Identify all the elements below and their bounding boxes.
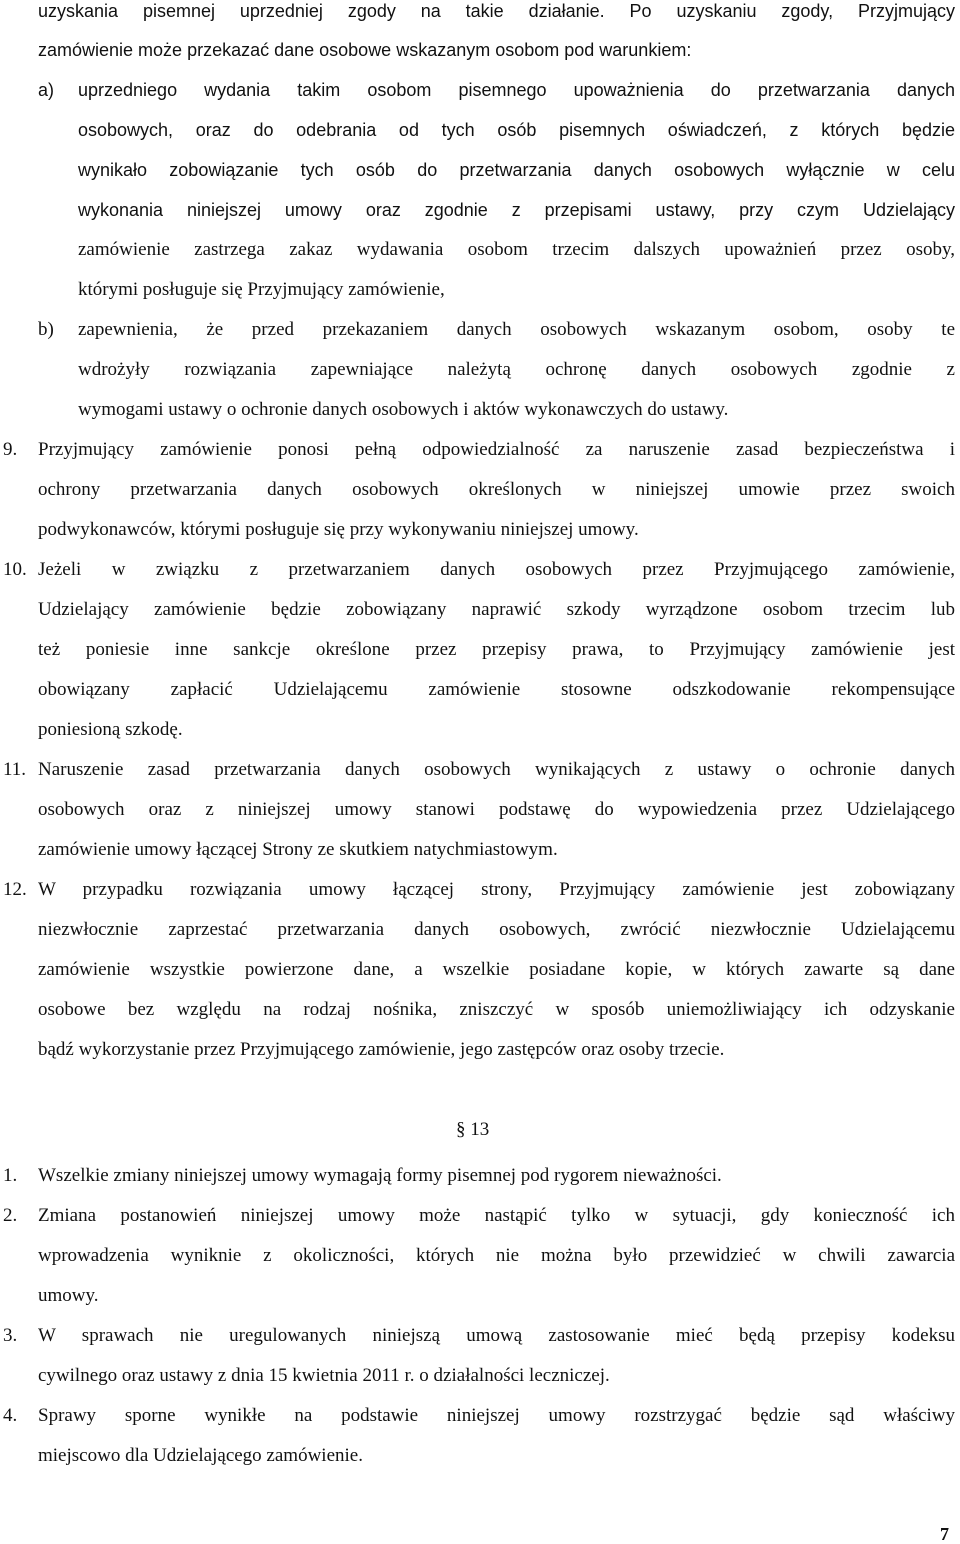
list-item-line: bądź wykorzystanie przez Przyjmującego zamówienie, jego zastępców oraz osoby trzecie.	[38, 1039, 725, 1060]
list-item-line: Jeżeli w związku z przetwarzaniem danych osobowych przez Przyjmującego zamówienie,	[38, 559, 955, 580]
list-item-line: ochrony przetwarzania danych osobowych określonych w niniejszej umowie przez swoich	[38, 479, 955, 500]
list-item-line: zapewnienia, że przed przekazaniem danych osobowych wskazanym osobom, osoby te	[78, 319, 955, 340]
list-item-line: zamówienie umowy łączącej Strony ze skutkiem natychmiastowym.	[38, 839, 558, 860]
list-item-line: osobowych oraz z niniejszej umowy stanowi podstawę do wypowiedzenia przez Udzielającego	[38, 799, 955, 820]
list-item-line: osobowych, oraz do odebrania od tych osób pisemnych oświadczeń, z których będzie	[78, 120, 955, 140]
list-item-line: obowiązany zapłacić Udzielającemu zamówienie stosowne odszkodowanie rekompensujące	[38, 679, 955, 700]
list-item-line: poniesioną szkodę.	[38, 719, 183, 740]
list-item-line: wykonania niniejszej umowy oraz zgodnie z przepisami ustawy, przy czym Udzielający	[78, 200, 955, 220]
paragraph-line: uzyskania pisemnej uprzedniej zgody na takie działanie. Po uzyskaniu zgody, Przyjmujący	[38, 1, 955, 21]
list-item-line: uprzedniego wydania takim osobom pisemnego upoważnienia do przetwarzania danych	[78, 80, 955, 100]
list-item-line: umowy.	[38, 1285, 99, 1306]
list-item-line: zamówienie zastrzega zakaz wydawania osobom trzecim dalszych upoważnień przez osoby,	[78, 239, 955, 260]
list-marker: 10.	[3, 559, 27, 580]
list-item-line: cywilnego oraz ustawy z dnia 15 kwietnia 2011 r. o działalności leczniczej.	[38, 1365, 610, 1386]
list-item-line: osobowe bez względu na rodzaj nośnika, zniszczyć w sposób uniemożliwiający ich odzyskanie	[38, 999, 955, 1020]
list-item-line: którymi posługuje się Przyjmujący zamówienie,	[78, 279, 445, 300]
list-item-line: Udzielający zamówienie będzie zobowiązany naprawić szkody wyrządzone osobom trzecim lub	[38, 599, 955, 620]
list-item-line: niezwłocznie zaprzestać przetwarzania danych osobowych, zwrócić niezwłocznie Udzielającemu	[38, 919, 955, 940]
list-item-line: W przypadku rozwiązania umowy łączącej strony, Przyjmujący zamówienie jest zobowiązany	[38, 879, 955, 900]
list-item-line: wymogami ustawy o ochronie danych osobowych i aktów wykonawczych do ustawy.	[78, 399, 729, 420]
list-marker: a)	[38, 80, 55, 100]
list-item-line: zamówienie wszystkie powierzone dane, a wszelkie posiadane kopie, w których zawarte są dane	[38, 959, 955, 980]
list-item-line: wynikało zobowiązanie tych osób do przetwarzania danych osobowych wyłącznie w celu	[78, 160, 955, 180]
list-item-line: wprowadzenia wyniknie z okoliczności, których nie można było przewidzieć w chwili zawarcia	[38, 1245, 955, 1266]
list-marker: 11.	[3, 759, 27, 780]
list-item-line: Naruszenie zasad przetwarzania danych osobowych wynikających z ustawy o ochronie danych	[38, 759, 955, 780]
list-marker: 3.	[3, 1325, 18, 1346]
list-item-line: też poniesie inne sankcje określone przez przepisy prawa, to Przyjmujący zamówienie jest	[38, 639, 955, 660]
list-marker: 1.	[3, 1165, 18, 1186]
list-item-line: Wszelkie zmiany niniejszej umowy wymagają formy pisemnej pod rygorem nieważności.	[38, 1165, 722, 1186]
list-item-line: podwykonawców, którymi posługuje się przy wykonywaniu niniejszej umowy.	[38, 519, 639, 540]
list-item-line: Przyjmujący zamówienie ponosi pełną odpowiedzialność za naruszenie zasad bezpieczeństwa i	[38, 439, 955, 460]
page-number: 7	[940, 1524, 949, 1544]
list-item-line: Zmiana postanowień niniejszej umowy może nastąpić tylko w sytuacji, gdy konieczność ich	[38, 1205, 955, 1226]
list-marker: 12.	[3, 879, 27, 900]
list-item-line: wdrożyły rozwiązania zapewniające należytą ochronę danych osobowych zgodnie z	[78, 359, 955, 380]
list-item-line: miejscowo dla Udzielającego zamówienie.	[38, 1445, 363, 1466]
list-item-line: W sprawach nie uregulowanych niniejszą umową zastosowanie mieć będą przepisy kodeksu	[38, 1325, 955, 1346]
list-marker: 9.	[3, 439, 18, 460]
list-marker: 4.	[3, 1405, 18, 1426]
paragraph-line: zamówienie może przekazać dane osobowe wskazanym osobom pod warunkiem:	[38, 40, 692, 60]
section-heading: § 13	[456, 1119, 490, 1140]
list-item-line: Sprawy sporne wynikłe na podstawie niniejszej umowy rozstrzygać będzie sąd właściwy	[38, 1405, 955, 1426]
list-marker: b)	[38, 319, 54, 340]
list-marker: 2.	[3, 1205, 18, 1226]
